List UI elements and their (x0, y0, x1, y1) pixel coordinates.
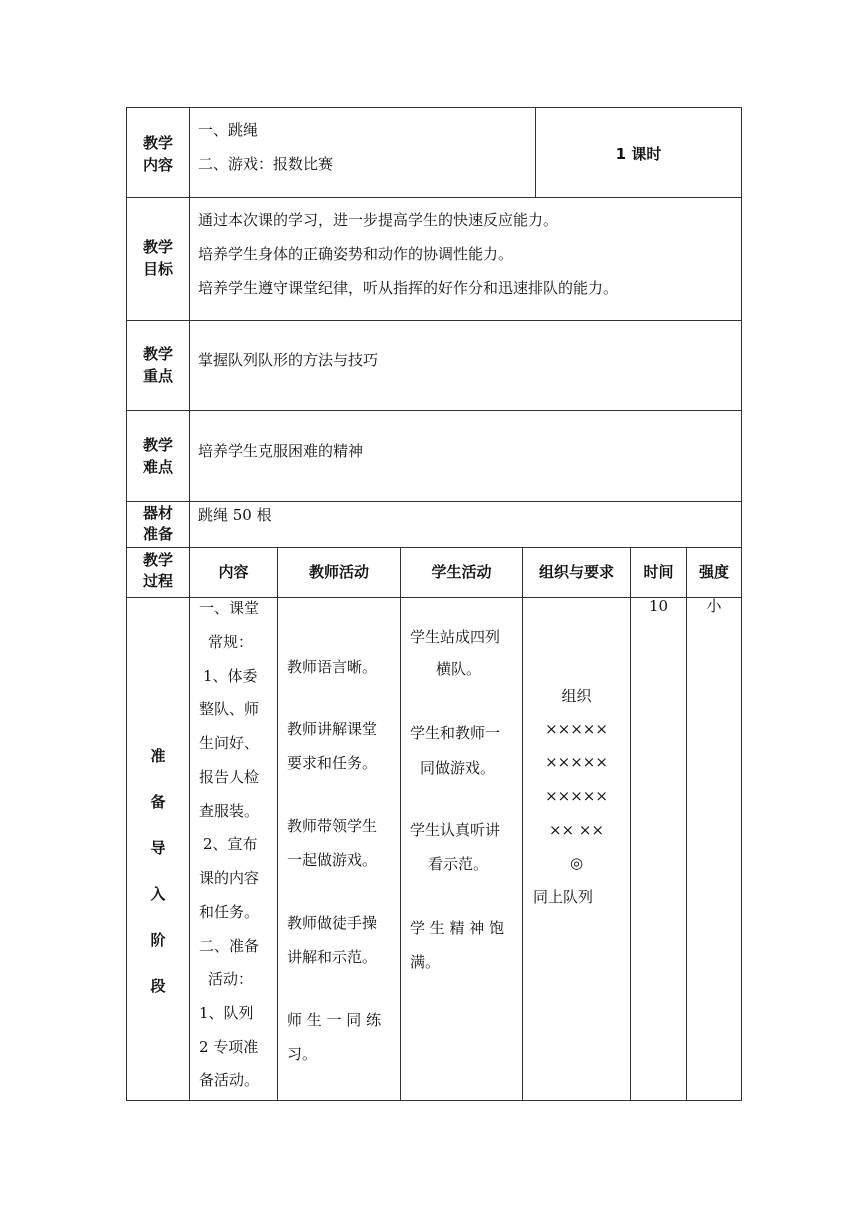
content-item-1: 一、跳绳 (198, 121, 259, 139)
stage-name-char: 导 (150, 839, 166, 857)
content-item-2: 二、游戏：报数比赛 (198, 155, 334, 173)
row-label-objectives: 教学 目标 (142, 238, 173, 278)
stage-name-char: 准 (150, 747, 166, 765)
content-line: 活动： (208, 970, 254, 988)
student-activity-line: 学 生 精 神 饱 (410, 919, 505, 937)
organization-note: 同上队列 (533, 888, 594, 906)
content-line: 2 专项准 (199, 1038, 259, 1056)
row-divider (126, 410, 742, 411)
column-header-teacher: 教师活动 (308, 563, 369, 581)
content-line: 1、队列 (199, 1004, 254, 1022)
stage-name-char: 段 (150, 977, 166, 995)
student-activity-line: 同做游戏。 (420, 759, 496, 777)
student-activity-line: 满。 (410, 953, 441, 971)
content-line: 备活动。 (199, 1071, 260, 1089)
student-activity-line: 学生和教师一 (410, 724, 501, 742)
teacher-activity-line: 教师做徒手操 (287, 914, 378, 932)
column-header-organization: 组织与要求 (538, 563, 614, 581)
objective-line-1: 通过本次课的学习，进一步提高学生的快速反应能力。 (198, 211, 559, 229)
objective-line-2: 培养学生身体的正确姿势和动作的协调性能力。 (198, 245, 514, 263)
col-divider (686, 547, 687, 1101)
objective-line-3: 培养学生遵守课堂纪律，听从指挥的好作分和迅速排队的能力。 (198, 279, 619, 297)
row-divider (126, 501, 742, 502)
row-label-key-points: 教学 重点 (142, 345, 173, 385)
row-label-content: 教学 内容 (142, 134, 173, 174)
table-border-bottom (126, 1100, 742, 1101)
table-border-right (741, 107, 742, 1101)
content-line: 一、课堂 (199, 599, 260, 617)
row-label-process: 教学 过程 (142, 551, 173, 590)
content-line: 生问好、 (199, 734, 260, 752)
teacher-activity-line: 要求和任务。 (287, 754, 378, 772)
class-hours: 1 课时 (615, 145, 662, 163)
student-activity-line: 学生站成四列 (410, 628, 501, 646)
stage-name-char: 备 (150, 793, 166, 811)
student-activity-line: 横队。 (436, 660, 482, 678)
equipment-text: 跳绳 50 根 (198, 506, 272, 524)
teacher-position-mark: ◎ (569, 854, 584, 872)
formation-row: ××××× (545, 720, 608, 738)
content-line: 2、宣布 (203, 835, 258, 853)
stage-name-char: 入 (150, 885, 166, 903)
teacher-activity-line: 教师讲解课堂 (287, 720, 378, 738)
column-header-content: 内容 (218, 563, 249, 581)
formation-row: ××××× (545, 753, 608, 771)
label-column-divider (189, 107, 190, 1101)
organization-title: 组织 (561, 687, 592, 705)
row-label-difficulties: 教学 难点 (142, 436, 173, 476)
intensity-value: 小 (706, 597, 722, 615)
row-label-equipment: 器材 准备 (142, 504, 173, 543)
teacher-activity-line: 教师带领学生 (287, 817, 378, 835)
time-value: 10 (648, 597, 669, 615)
student-activity-line: 看示范。 (428, 855, 489, 873)
teacher-activity-line: 教师语言晰。 (287, 658, 378, 676)
column-header-intensity: 强度 (698, 563, 729, 581)
content-line: 查服装。 (199, 802, 260, 820)
teacher-activity-line: 师 生 一 同 练 (287, 1011, 382, 1029)
row-divider (126, 197, 742, 198)
column-header-time: 时间 (643, 563, 674, 581)
content-line: 常规： (208, 633, 254, 651)
content-line: 课的内容 (199, 869, 260, 887)
teacher-activity-line: 一起做游戏。 (287, 851, 378, 869)
col-divider (400, 547, 401, 1101)
content-line: 二、准备 (199, 937, 260, 955)
teacher-activity-line: 讲解和示范。 (287, 948, 378, 966)
row-divider (126, 320, 742, 321)
student-activity-line: 学生认真听讲 (410, 821, 501, 839)
column-header-student: 学生活动 (431, 563, 492, 581)
formation-row: ××××× (545, 787, 608, 805)
content-line: 和任务。 (199, 903, 260, 921)
col-divider (630, 547, 631, 1101)
col-divider (277, 547, 278, 1101)
difficulties-text: 培养学生克服困难的精神 (198, 442, 364, 460)
content-line: 报告人检 (199, 768, 260, 786)
teacher-activity-line: 习。 (287, 1045, 318, 1063)
formation-row: ×× ×× (548, 821, 605, 839)
key-points-text: 掌握队列队形的方法与技巧 (198, 351, 379, 369)
content-line: 整队、师 (199, 700, 260, 718)
table-border-top (126, 107, 742, 108)
row-divider (126, 547, 742, 548)
stage-name-char: 阶 (150, 931, 166, 949)
content-line: 1、体委 (203, 667, 258, 685)
